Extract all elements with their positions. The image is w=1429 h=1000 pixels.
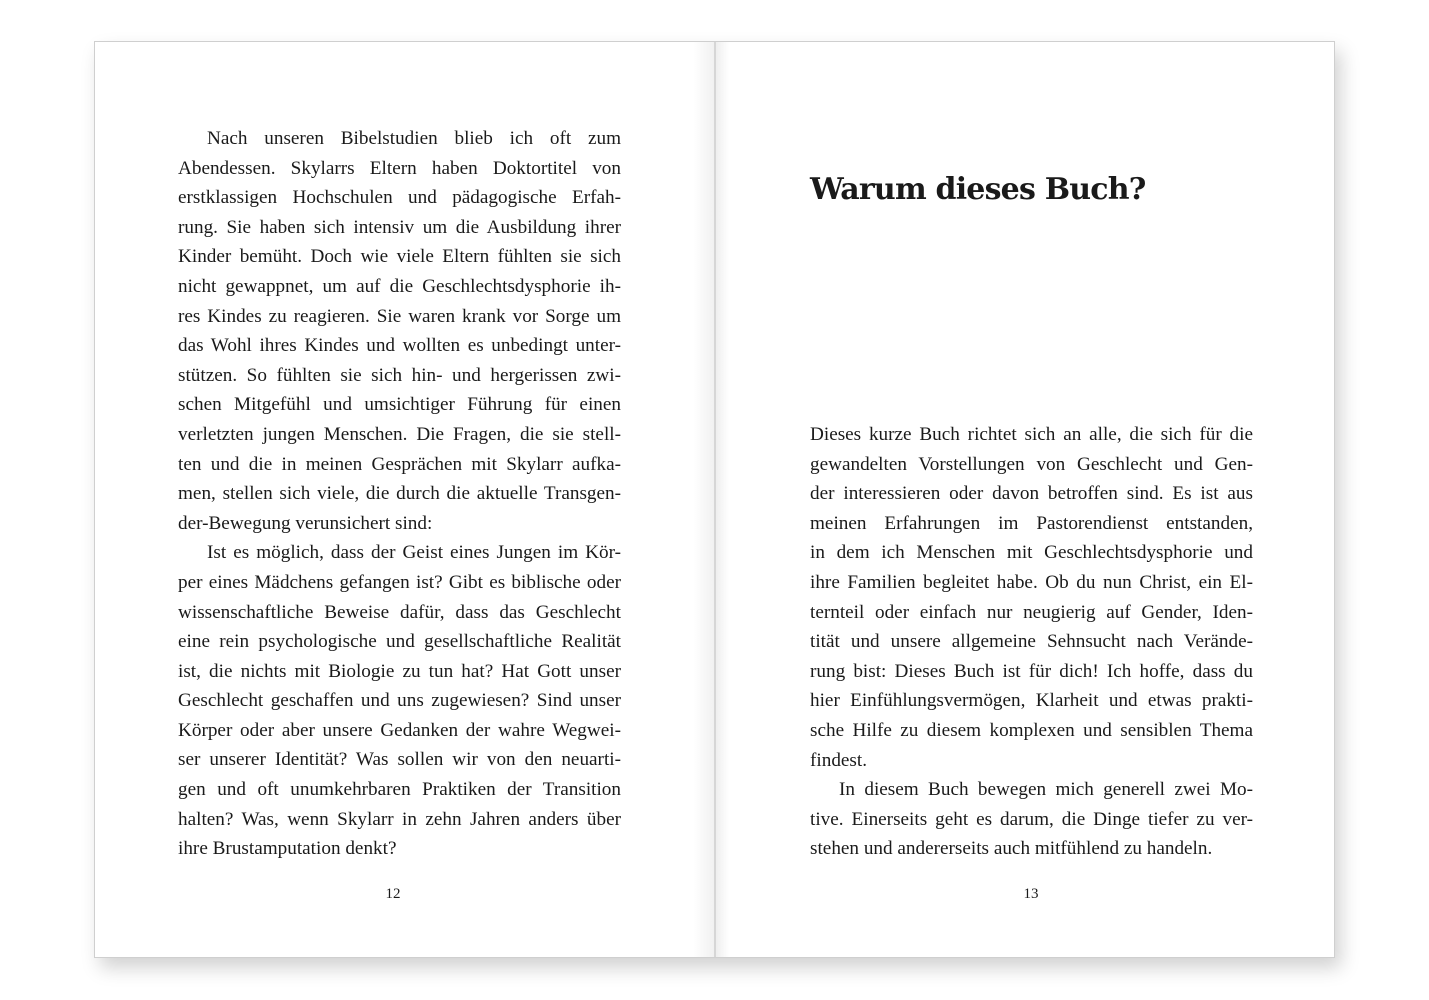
book-gutter	[714, 42, 716, 957]
text-line: erstklassigen Hochschulen und pädagogische Erfah-	[178, 187, 621, 209]
text-line: der interessieren oder davon betroffen sind. Es ist aus	[810, 483, 1253, 505]
text-line: ihre Brustamputation denkt?	[178, 838, 397, 860]
text-line: gewandelten Vorstellungen von Geschlecht und Gen-	[810, 453, 1253, 475]
right-body-text	[810, 420, 1253, 864]
paragraph	[178, 124, 621, 538]
text-line: findest.	[810, 749, 868, 771]
text-line: ist, die nichts mit Biologie zu tun hat? Hat Gott unser	[178, 660, 621, 682]
text-line: sche Hilfe zu diesem komplexen und sensiblen Thema	[810, 719, 1253, 741]
chapter-title: Warum dieses Buch?	[810, 172, 1146, 207]
page-number: 13	[1023, 886, 1039, 902]
text-line: Körper oder aber unsere Gedanken der wahre Wegwei-	[178, 719, 621, 741]
text-line: Nach unseren Bibelstudien blieb ich oft zum	[207, 128, 621, 149]
left-page	[95, 42, 715, 957]
text-line: schen Mitgefühl und umsichtiger Führung für einen	[178, 394, 621, 416]
book-spread	[94, 41, 1335, 958]
text-line: der-Bewegung verunsichert sind:	[178, 512, 433, 534]
text-line: halten? Was, wenn Skylarr in zehn Jahren anders über	[178, 808, 621, 830]
text-line: hier Einfühlungsvermögen, Klarheit und etwas prakti-	[810, 690, 1253, 712]
text-line: Ist es möglich, dass der Geist eines Jungen im Kör-	[207, 542, 621, 564]
paragraph	[178, 538, 621, 864]
text-line: stehen und andererseits auch mitfühlend zu handeln.	[810, 838, 1213, 860]
page-number: 12	[385, 886, 401, 902]
gutter-shadow	[715, 42, 729, 957]
text-line: stützen. So fühlten sie sich hin- und hergerissen zwi-	[178, 364, 621, 386]
gutter-shadow	[693, 42, 715, 957]
text-line: nicht gewappnet, um auf die Geschlechtsdysphorie ih-	[178, 275, 621, 297]
text-line: meinen Erfahrungen im Pastorendienst entstanden,	[810, 512, 1253, 534]
text-line: rung. Sie haben sich intensiv um die Ausbildung ihrer	[178, 216, 621, 238]
paragraph	[810, 775, 1253, 864]
text-line: men, stellen sich viele, die durch die aktuelle Transgen-	[178, 483, 621, 505]
text-line: ten und die in meinen Gesprächen mit Skylarr aufka-	[178, 453, 621, 475]
text-line: ihre Familien begleitet habe. Ob du nun Christ, ein El-	[810, 571, 1253, 593]
text-line: rung bist: Dieses Buch ist für dich! Ich hoffe, dass du	[810, 660, 1253, 682]
text-line: Abendessen. Skylarrs Eltern haben Doktortitel von	[178, 157, 621, 179]
text-line: in dem ich Menschen mit Geschlechtsdysphorie und	[810, 542, 1253, 564]
text-line: eine rein psychologische und gesellschaftliche Realität	[178, 631, 621, 653]
text-line: wissenschaftliche Beweise dafür, dass das Geschlecht	[178, 601, 621, 623]
text-line: gen und oft unumkehrbaren Praktiken der Transition	[178, 779, 621, 801]
text-line: ser unserer Identität? Was sollen wir von den neuarti-	[178, 749, 621, 771]
text-line: tität und unsere allgemeine Sehnsucht nach Verände-	[810, 631, 1253, 653]
left-body-text	[178, 124, 621, 864]
text-line: tive. Einerseits geht es darum, die Dinge tiefer zu ver-	[810, 808, 1253, 830]
text-line: res Kindes zu reagieren. Sie waren krank vor Sorge um	[178, 305, 621, 327]
right-page	[715, 42, 1334, 957]
text-line: In diesem Buch bewegen mich generell zwei Mo-	[839, 779, 1253, 801]
text-line: per eines Mädchens gefangen ist? Gibt es biblische oder	[178, 571, 621, 593]
text-line: verletzten jungen Menschen. Die Fragen, die sie stell-	[178, 423, 621, 445]
text-line: Geschlecht geschaffen und uns zugewiesen? Sind unser	[178, 690, 621, 712]
text-line: das Wohl ihres Kindes und wollten es unbedingt unter-	[178, 335, 621, 357]
text-line: Kinder bemüht. Doch wie viele Eltern fühlten sie sich	[178, 246, 621, 268]
text-line: Dieses kurze Buch richtet sich an alle, die sich für die	[810, 424, 1253, 445]
paragraph	[810, 420, 1253, 775]
text-line: ternteil oder einfach nur neugierig auf Gender, Iden-	[810, 601, 1253, 623]
